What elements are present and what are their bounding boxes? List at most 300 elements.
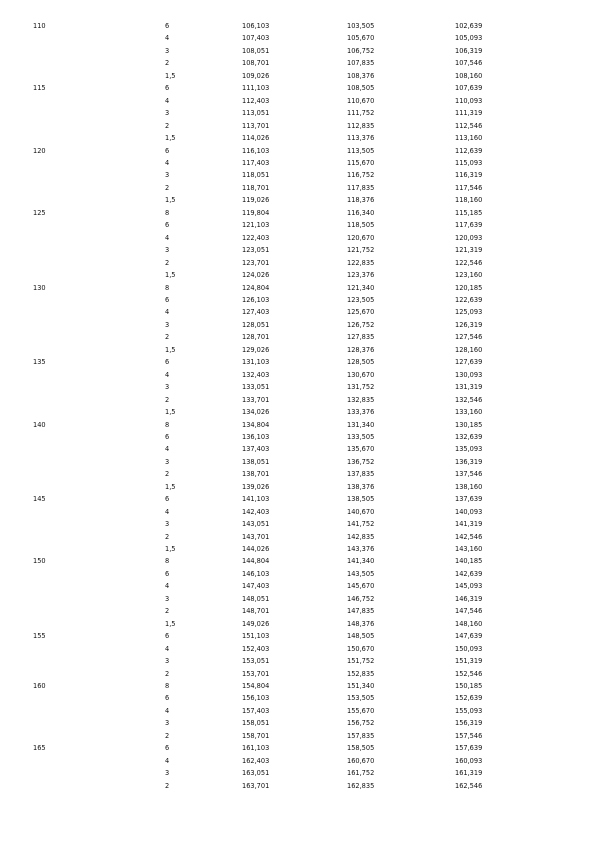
pitch-cell: 4 (165, 34, 170, 43)
nominal-value-cell: 155 (33, 632, 46, 641)
value-c-cell: 150,093 (455, 644, 483, 653)
pitch-cell: 6 (165, 84, 170, 93)
table-row (0, 655, 595, 667)
table-row (0, 680, 595, 692)
value-a-cell: 131,103 (242, 358, 270, 367)
table-row (0, 431, 595, 443)
data-table (0, 20, 595, 792)
value-c-cell: 157,639 (455, 744, 483, 753)
value-a-cell: 147,403 (242, 582, 270, 591)
value-b-cell: 121,752 (347, 246, 375, 255)
value-c-cell: 130,093 (455, 370, 483, 379)
value-b-cell: 143,376 (347, 545, 375, 554)
value-a-cell: 156,103 (242, 694, 270, 703)
value-c-cell: 152,639 (455, 694, 483, 703)
value-c-cell: 117,546 (455, 183, 483, 192)
value-a-cell: 128,701 (242, 333, 270, 342)
pitch-cell: 3 (165, 46, 170, 55)
value-b-cell: 157,835 (347, 731, 375, 740)
value-b-cell: 131,340 (347, 420, 375, 429)
pitch-cell: 2 (165, 731, 170, 740)
value-a-cell: 153,051 (242, 657, 270, 666)
pitch-cell: 6 (165, 632, 170, 641)
value-c-cell: 135,093 (455, 445, 483, 454)
value-b-cell: 138,505 (347, 495, 375, 504)
value-b-cell: 148,505 (347, 632, 375, 641)
value-c-cell: 106,319 (455, 46, 483, 55)
pitch-cell: 1,5 (165, 619, 176, 628)
pitch-cell: 6 (165, 744, 170, 753)
value-a-cell: 144,026 (242, 545, 270, 554)
pitch-cell: 1,5 (165, 345, 176, 354)
value-c-cell: 121,319 (455, 246, 483, 255)
value-c-cell: 107,546 (455, 59, 483, 68)
value-b-cell: 161,752 (347, 769, 375, 778)
value-a-cell: 158,051 (242, 719, 270, 728)
value-a-cell: 163,701 (242, 781, 270, 790)
value-a-cell: 144,804 (242, 557, 270, 566)
value-c-cell: 131,319 (455, 383, 483, 392)
table-row (0, 705, 595, 717)
value-b-cell: 151,752 (347, 657, 375, 666)
value-a-cell: 148,051 (242, 594, 270, 603)
value-c-cell: 127,639 (455, 358, 483, 367)
pitch-cell: 3 (165, 594, 170, 603)
value-c-cell: 118,160 (455, 196, 483, 205)
value-a-cell: 139,026 (242, 482, 270, 491)
value-b-cell: 148,376 (347, 619, 375, 628)
value-c-cell: 125,093 (455, 308, 483, 317)
value-b-cell: 162,835 (347, 781, 375, 790)
pitch-cell: 8 (165, 283, 170, 292)
value-a-cell: 121,103 (242, 221, 270, 230)
value-b-cell: 123,376 (347, 271, 375, 280)
value-a-cell: 137,403 (242, 445, 270, 454)
table-row (0, 145, 595, 157)
value-c-cell: 142,546 (455, 532, 483, 541)
value-b-cell: 143,505 (347, 569, 375, 578)
value-b-cell: 125,670 (347, 308, 375, 317)
value-c-cell: 113,160 (455, 134, 483, 143)
value-b-cell: 153,505 (347, 694, 375, 703)
value-c-cell: 155,093 (455, 706, 483, 715)
nominal-value-cell: 165 (33, 744, 46, 753)
table-row (0, 605, 595, 617)
value-b-cell: 131,752 (347, 383, 375, 392)
table-row (0, 730, 595, 742)
value-b-cell: 132,835 (347, 395, 375, 404)
value-b-cell: 123,505 (347, 295, 375, 304)
pitch-cell: 2 (165, 395, 170, 404)
table-row (0, 717, 595, 729)
value-c-cell: 112,546 (455, 121, 483, 130)
value-c-cell: 151,319 (455, 657, 483, 666)
pitch-cell: 2 (165, 532, 170, 541)
value-b-cell: 128,505 (347, 358, 375, 367)
value-c-cell: 156,319 (455, 719, 483, 728)
value-a-cell: 152,403 (242, 644, 270, 653)
table-row (0, 493, 595, 505)
pitch-cell: 3 (165, 520, 170, 529)
table-row (0, 506, 595, 518)
nominal-value-cell: 115 (33, 84, 46, 93)
value-a-cell: 119,804 (242, 208, 270, 217)
pitch-cell: 1,5 (165, 196, 176, 205)
value-c-cell: 122,546 (455, 258, 483, 267)
value-c-cell: 111,319 (455, 109, 483, 118)
table-row (0, 468, 595, 480)
pitch-cell: 3 (165, 320, 170, 329)
table-row (0, 394, 595, 406)
value-c-cell: 143,160 (455, 545, 483, 554)
value-c-cell: 120,093 (455, 233, 483, 242)
table-row (0, 692, 595, 704)
pitch-cell: 4 (165, 370, 170, 379)
pitch-cell: 4 (165, 507, 170, 516)
value-b-cell: 137,835 (347, 470, 375, 479)
value-c-cell: 120,185 (455, 283, 483, 292)
table-row (0, 331, 595, 343)
pitch-cell: 6 (165, 22, 170, 30)
value-c-cell: 128,160 (455, 345, 483, 354)
pitch-cell: 6 (165, 569, 170, 578)
value-a-cell: 129,026 (242, 345, 270, 354)
pitch-cell: 2 (165, 121, 170, 130)
pitch-cell: 4 (165, 233, 170, 242)
value-a-cell: 123,701 (242, 258, 270, 267)
table-row (0, 381, 595, 393)
value-a-cell: 123,051 (242, 246, 270, 255)
value-a-cell: 143,051 (242, 520, 270, 529)
value-c-cell: 140,093 (455, 507, 483, 516)
table-row (0, 182, 595, 194)
value-c-cell: 127,546 (455, 333, 483, 342)
value-a-cell: 117,403 (242, 158, 270, 167)
value-b-cell: 138,376 (347, 482, 375, 491)
value-b-cell: 107,835 (347, 59, 375, 68)
table-row (0, 294, 595, 306)
pitch-cell: 4 (165, 445, 170, 454)
pitch-cell: 6 (165, 295, 170, 304)
value-c-cell: 126,319 (455, 320, 483, 329)
pitch-cell: 1,5 (165, 271, 176, 280)
table-row (0, 767, 595, 779)
value-a-cell: 108,701 (242, 59, 270, 68)
table-row (0, 443, 595, 455)
value-b-cell: 128,376 (347, 345, 375, 354)
table-row (0, 555, 595, 567)
table-row (0, 306, 595, 318)
value-b-cell: 115,670 (347, 158, 375, 167)
value-a-cell: 118,051 (242, 171, 270, 180)
value-b-cell: 113,376 (347, 134, 375, 143)
pitch-cell: 4 (165, 756, 170, 765)
value-c-cell: 150,185 (455, 682, 483, 691)
value-b-cell: 110,670 (347, 96, 375, 105)
value-c-cell: 152,546 (455, 669, 483, 678)
pitch-cell: 8 (165, 208, 170, 217)
value-b-cell: 133,505 (347, 432, 375, 441)
value-b-cell: 130,670 (347, 370, 375, 379)
table-row (0, 82, 595, 94)
table-row (0, 518, 595, 530)
value-c-cell: 141,319 (455, 520, 483, 529)
pitch-cell: 8 (165, 420, 170, 429)
table-row (0, 755, 595, 767)
value-c-cell: 133,160 (455, 408, 483, 417)
value-b-cell: 147,835 (347, 607, 375, 616)
value-b-cell: 156,752 (347, 719, 375, 728)
value-c-cell: 116,319 (455, 171, 483, 180)
pitch-cell: 2 (165, 333, 170, 342)
value-b-cell: 108,376 (347, 71, 375, 80)
pitch-cell: 6 (165, 221, 170, 230)
nominal-value-cell: 160 (33, 682, 46, 691)
value-a-cell: 106,103 (242, 22, 270, 30)
value-c-cell: 105,093 (455, 34, 483, 43)
value-c-cell: 123,160 (455, 271, 483, 280)
value-a-cell: 153,701 (242, 669, 270, 678)
value-b-cell: 116,752 (347, 171, 375, 180)
pitch-cell: 6 (165, 495, 170, 504)
pitch-cell: 3 (165, 657, 170, 666)
value-b-cell: 108,505 (347, 84, 375, 93)
table-row (0, 269, 595, 281)
value-b-cell: 152,835 (347, 669, 375, 678)
table-row (0, 456, 595, 468)
table-row (0, 45, 595, 57)
value-b-cell: 126,752 (347, 320, 375, 329)
value-c-cell: 148,160 (455, 619, 483, 628)
value-c-cell: 160,093 (455, 756, 483, 765)
value-a-cell: 114,026 (242, 134, 270, 143)
value-c-cell: 161,319 (455, 769, 483, 778)
value-c-cell: 145,093 (455, 582, 483, 591)
pitch-cell: 2 (165, 59, 170, 68)
value-b-cell: 113,505 (347, 146, 375, 155)
table-row (0, 643, 595, 655)
value-a-cell: 108,051 (242, 46, 270, 55)
value-c-cell: 130,185 (455, 420, 483, 429)
value-a-cell: 157,403 (242, 706, 270, 715)
table-row (0, 742, 595, 754)
table-row (0, 70, 595, 82)
value-a-cell: 163,051 (242, 769, 270, 778)
pitch-cell: 6 (165, 358, 170, 367)
value-a-cell: 127,403 (242, 308, 270, 317)
pitch-cell: 3 (165, 109, 170, 118)
table-row (0, 257, 595, 269)
table-row (0, 481, 595, 493)
value-b-cell: 116,340 (347, 208, 375, 217)
value-c-cell: 122,639 (455, 295, 483, 304)
pitch-cell: 6 (165, 146, 170, 155)
pitch-cell: 3 (165, 457, 170, 466)
value-a-cell: 133,051 (242, 383, 270, 392)
pitch-cell: 1,5 (165, 482, 176, 491)
pitch-cell: 1,5 (165, 71, 176, 80)
table-row (0, 356, 595, 368)
table-row (0, 32, 595, 44)
table-row (0, 194, 595, 206)
table-row (0, 95, 595, 107)
value-a-cell: 133,701 (242, 395, 270, 404)
value-a-cell: 107,403 (242, 34, 270, 43)
value-a-cell: 161,103 (242, 744, 270, 753)
value-c-cell: 107,639 (455, 84, 483, 93)
pitch-cell: 8 (165, 682, 170, 691)
nominal-value-cell: 150 (33, 557, 46, 566)
value-a-cell: 154,804 (242, 682, 270, 691)
pitch-cell: 2 (165, 470, 170, 479)
value-a-cell: 142,403 (242, 507, 270, 516)
value-a-cell: 126,103 (242, 295, 270, 304)
pitch-cell: 1,5 (165, 408, 176, 417)
pitch-cell: 2 (165, 669, 170, 678)
value-b-cell: 118,376 (347, 196, 375, 205)
value-c-cell: 157,546 (455, 731, 483, 740)
value-a-cell: 138,701 (242, 470, 270, 479)
pitch-cell: 2 (165, 781, 170, 790)
value-a-cell: 109,026 (242, 71, 270, 80)
value-c-cell: 112,639 (455, 146, 483, 155)
nominal-value-cell: 125 (33, 208, 46, 217)
value-c-cell: 137,639 (455, 495, 483, 504)
value-b-cell: 118,505 (347, 221, 375, 230)
value-a-cell: 141,103 (242, 495, 270, 504)
pitch-cell: 4 (165, 706, 170, 715)
nominal-value-cell: 130 (33, 283, 46, 292)
value-c-cell: 147,639 (455, 632, 483, 641)
value-b-cell: 122,835 (347, 258, 375, 267)
pitch-cell: 2 (165, 183, 170, 192)
value-c-cell: 102,639 (455, 22, 483, 30)
value-b-cell: 105,670 (347, 34, 375, 43)
table-row (0, 593, 595, 605)
value-c-cell: 146,319 (455, 594, 483, 603)
nominal-value-cell: 120 (33, 146, 46, 155)
value-c-cell: 115,185 (455, 208, 483, 217)
pitch-cell: 3 (165, 246, 170, 255)
value-c-cell: 110,093 (455, 96, 483, 105)
table-row (0, 207, 595, 219)
value-b-cell: 112,835 (347, 121, 375, 130)
table-row (0, 282, 595, 294)
pitch-cell: 2 (165, 258, 170, 267)
nominal-value-cell: 145 (33, 495, 46, 504)
value-a-cell: 134,026 (242, 408, 270, 417)
pitch-cell: 3 (165, 383, 170, 392)
value-a-cell: 151,103 (242, 632, 270, 641)
table-row (0, 580, 595, 592)
value-a-cell: 162,403 (242, 756, 270, 765)
value-a-cell: 118,701 (242, 183, 270, 192)
value-b-cell: 121,340 (347, 283, 375, 292)
value-b-cell: 141,752 (347, 520, 375, 529)
value-a-cell: 148,701 (242, 607, 270, 616)
value-b-cell: 155,670 (347, 706, 375, 715)
value-c-cell: 117,639 (455, 221, 483, 230)
table-row (0, 406, 595, 418)
value-a-cell: 146,103 (242, 569, 270, 578)
table-row (0, 419, 595, 431)
value-a-cell: 112,403 (242, 96, 270, 105)
value-c-cell: 136,319 (455, 457, 483, 466)
table-row (0, 531, 595, 543)
value-a-cell: 138,051 (242, 457, 270, 466)
value-b-cell: 106,752 (347, 46, 375, 55)
table-row (0, 543, 595, 555)
value-c-cell: 115,093 (455, 158, 483, 167)
value-a-cell: 136,103 (242, 432, 270, 441)
value-b-cell: 146,752 (347, 594, 375, 603)
table-row (0, 157, 595, 169)
pitch-cell: 3 (165, 719, 170, 728)
pitch-cell: 4 (165, 96, 170, 105)
pitch-cell: 1,5 (165, 134, 176, 143)
value-c-cell: 162,546 (455, 781, 483, 790)
value-c-cell: 132,639 (455, 432, 483, 441)
value-a-cell: 134,804 (242, 420, 270, 429)
value-a-cell: 128,051 (242, 320, 270, 329)
pitch-cell: 3 (165, 769, 170, 778)
value-a-cell: 143,701 (242, 532, 270, 541)
table-row (0, 618, 595, 630)
pitch-cell: 4 (165, 308, 170, 317)
value-c-cell: 137,546 (455, 470, 483, 479)
value-b-cell: 133,376 (347, 408, 375, 417)
value-a-cell: 149,026 (242, 619, 270, 628)
table-row (0, 169, 595, 181)
table-row (0, 232, 595, 244)
value-a-cell: 158,701 (242, 731, 270, 740)
value-b-cell: 160,670 (347, 756, 375, 765)
value-b-cell: 142,835 (347, 532, 375, 541)
pitch-cell: 1,5 (165, 545, 176, 554)
pitch-cell: 2 (165, 607, 170, 616)
value-a-cell: 111,103 (242, 84, 270, 93)
value-b-cell: 150,670 (347, 644, 375, 653)
value-c-cell: 147,546 (455, 607, 483, 616)
table-row (0, 120, 595, 132)
value-b-cell: 127,835 (347, 333, 375, 342)
table-row (0, 630, 595, 642)
value-c-cell: 140,185 (455, 557, 483, 566)
nominal-value-cell: 135 (33, 358, 46, 367)
value-b-cell: 145,670 (347, 582, 375, 591)
pitch-cell: 4 (165, 158, 170, 167)
pitch-cell: 8 (165, 557, 170, 566)
value-c-cell: 132,546 (455, 395, 483, 404)
value-b-cell: 135,670 (347, 445, 375, 454)
table-row (0, 57, 595, 69)
value-a-cell: 113,051 (242, 109, 270, 118)
value-b-cell: 141,340 (347, 557, 375, 566)
pitch-cell: 4 (165, 644, 170, 653)
table-row (0, 780, 595, 792)
value-b-cell: 151,340 (347, 682, 375, 691)
value-b-cell: 158,505 (347, 744, 375, 753)
table-row (0, 369, 595, 381)
value-b-cell: 120,670 (347, 233, 375, 242)
value-b-cell: 140,670 (347, 507, 375, 516)
value-c-cell: 108,160 (455, 71, 483, 80)
value-a-cell: 124,026 (242, 271, 270, 280)
value-a-cell: 132,403 (242, 370, 270, 379)
pitch-cell: 6 (165, 432, 170, 441)
nominal-value-cell: 110 (33, 22, 46, 30)
value-a-cell: 113,701 (242, 121, 270, 130)
